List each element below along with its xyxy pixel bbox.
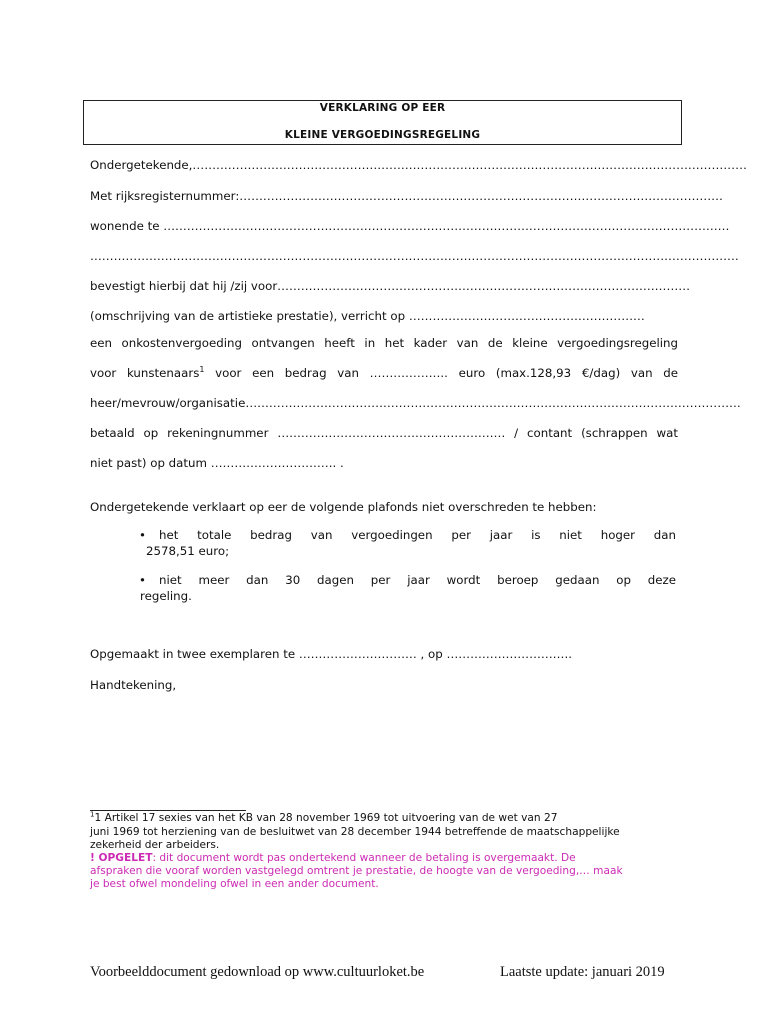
footnote-marker: 1: [90, 810, 95, 819]
bullet-item-dagen-line2: regeling.: [140, 589, 192, 603]
document-title: VERKLARING OP EER: [319, 102, 446, 114]
field-address-continued: …………………………………………………………………………………………………………………………………………………: [90, 249, 739, 263]
bullet-item-dagen: [140, 573, 676, 603]
field-bevestigt: bevestigt hierbij dat hij /zij voor……………………………………………………………………………………………: [90, 279, 691, 293]
title-box: [83, 100, 682, 145]
warning-line-3: je best ofwel mondeling ofwel in een ander document.: [90, 878, 379, 890]
bullet-icon: •: [139, 528, 146, 542]
warning-label: ! OPGELET: [90, 852, 153, 864]
label-handtekening: Handtekening,: [90, 678, 177, 692]
document-subtitle: KLEINE VERGOEDINGSREGELING: [284, 129, 481, 141]
footnote-line-2: juni 1969 tot herziening van de besluitwet van 28 december 1944 betreffende de maatschappelijke: [90, 826, 620, 838]
bullet-item-dagen-line1: niet meer dan 30 dagen per jaar wordt beroep gedaan op deze: [159, 573, 676, 587]
bullet-item-bedrag-line2: 2578,51 euro;: [146, 544, 230, 558]
text-kunstenaars: [90, 366, 678, 380]
field-wonende-te: wonende te ………………………………………………………………………………………………………………………………: [90, 219, 730, 233]
text-kunstenaars-a: voor kunstenaars: [90, 366, 200, 380]
warning-line-1: [90, 852, 690, 865]
bullet-item-bedrag: [140, 528, 676, 558]
field-ondergetekende: Ondergetekende,……………………………………………………………………………………………………………………………: [90, 158, 747, 172]
footer-update: Laatste update: januari 2019: [500, 964, 665, 980]
field-rijksregisternummer: Met rijksregisternummer:……………………………………………………………………………………………………………: [90, 189, 723, 203]
footnote-divider: [90, 810, 246, 811]
warning-line-2: afspraken die vooraf worden vastgelegd omtrent je prestatie, de hoogte van de vergoeding,… maak: [90, 865, 623, 877]
footnote-line-3: zekerheid der arbeiders.: [90, 839, 220, 851]
text-datum: niet past) op datum ………………………….. .: [90, 456, 344, 470]
footer-source: Voorbeelddocument gedownload op www.cultuurloket.be: [90, 964, 425, 980]
text-plafonds-intro: Ondergetekende verklaart op eer de volgende plafonds niet overschreden te hebben:: [90, 500, 597, 514]
text-rekeningnummer: betaald op rekeningnummer …………………………………………………. / contant (schrappen wat: [90, 426, 678, 440]
footnote-ref: 1: [199, 365, 205, 375]
text-kunstenaars-b: voor een bedrag van ……………….. euro (max.128,93 €/dag) van de: [204, 366, 678, 380]
footnote-text-1: 1 Artikel 17 sexies van het KB van 28 november 1969 tot uitvoering van de wet van 27: [94, 812, 558, 824]
bullet-item-bedrag-line1: het totale bedrag van vergoedingen per jaar is niet hoger dan: [159, 528, 676, 542]
bullet-icon: •: [139, 573, 146, 587]
field-organisatie: heer/mevrouw/organisatie………………………………………………………………………………………………………………: [90, 396, 741, 410]
text-onkostenvergoeding: een onkostenvergoeding ontvangen heeft in het kader van de kleine vergoedingsregeling: [90, 336, 678, 350]
field-omschrijving: (omschrijving van de artistieke prestatie), verricht op ……………………………………………………: [90, 309, 645, 323]
field-opgemaakt: Opgemaakt in twee exemplaren te ………………………… , op …………………………..: [90, 647, 572, 661]
warning-text-1: : dit document wordt pas ondertekend wanneer de betaling is overgemaakt. De: [152, 852, 576, 864]
footnote-line-1: [90, 812, 690, 825]
